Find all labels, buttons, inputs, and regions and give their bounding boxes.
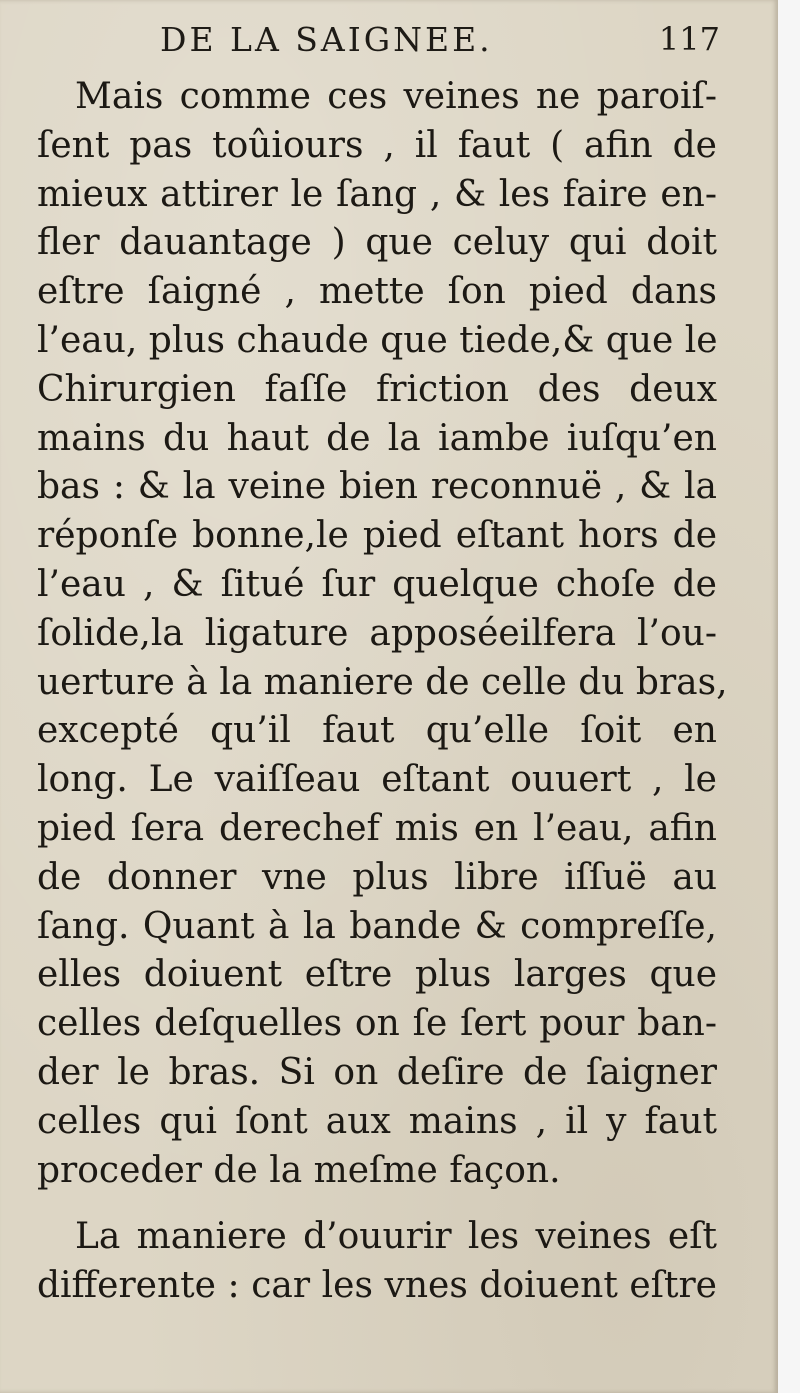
text-line: elles doiuent eſtre plus larges que xyxy=(37,954,717,996)
text-line: mains du haut de la iambe iuſqu’en xyxy=(37,417,717,459)
scan-margin xyxy=(778,0,800,1393)
text-line: fler dauantage ) que celuy qui doit xyxy=(37,222,717,264)
page-number: 117 xyxy=(658,20,720,58)
paragraph xyxy=(37,73,728,1195)
text-line: de donner vne plus libre iſſuë au xyxy=(37,856,717,898)
text-line: ſent pas toûiours , il faut ( afin de xyxy=(37,124,717,166)
text-line: uerture à la maniere de celle du bras, xyxy=(37,661,728,703)
text-line: der le bras. Si on deſire de ſaigner xyxy=(37,1051,717,1093)
text-line: l’eau, plus chaude que tiede,& que le xyxy=(37,319,718,361)
text-line: ſolide,la ligature apposéeilfera l’ou- xyxy=(37,612,717,654)
text-line: ſang. Quant à la bande & compreſſe, xyxy=(37,905,717,947)
page-header xyxy=(160,20,720,66)
text-line: pied ſera derechef mis en l’eau, afin xyxy=(37,807,717,849)
text-line: celles deſquelles on ſe ſert pour ban- xyxy=(37,1003,717,1045)
text-line: differente : car les vnes doiuent eſtre xyxy=(37,1265,717,1307)
text-line: mieux attirer le ſang , & les faire en- xyxy=(37,173,717,215)
text-line: La maniere d’ouurir les veines eſt xyxy=(75,1216,717,1258)
text-line: excepté qu’il faut qu’elle ſoit en xyxy=(37,710,717,752)
running-head: DE LA SAIGNEE. xyxy=(160,20,493,59)
text-line: Mais comme ces veines ne paroiſ- xyxy=(75,76,717,117)
page-body xyxy=(37,73,728,1311)
paragraph xyxy=(37,1213,717,1311)
text-line: long. Le vaiſſeau eſtant ouuert , le xyxy=(37,759,717,801)
text-line: l’eau , & ſitué ſur quelque choſe de xyxy=(37,563,717,605)
text-line: réponſe bonne,le pied eſtant hors de xyxy=(37,515,717,557)
text-line: Chirurgien faſſe friction des deux xyxy=(37,368,717,410)
text-line: celles qui ſont aux mains , il y faut xyxy=(37,1100,717,1142)
text-line: eſtre ſaigné , mette ſon pied dans xyxy=(37,271,717,313)
paragraph-break xyxy=(37,1195,717,1213)
text-line: bas : & la veine bien reconnuë , & la xyxy=(37,466,717,508)
text-line: proceder de la meſme façon. xyxy=(37,1149,561,1191)
